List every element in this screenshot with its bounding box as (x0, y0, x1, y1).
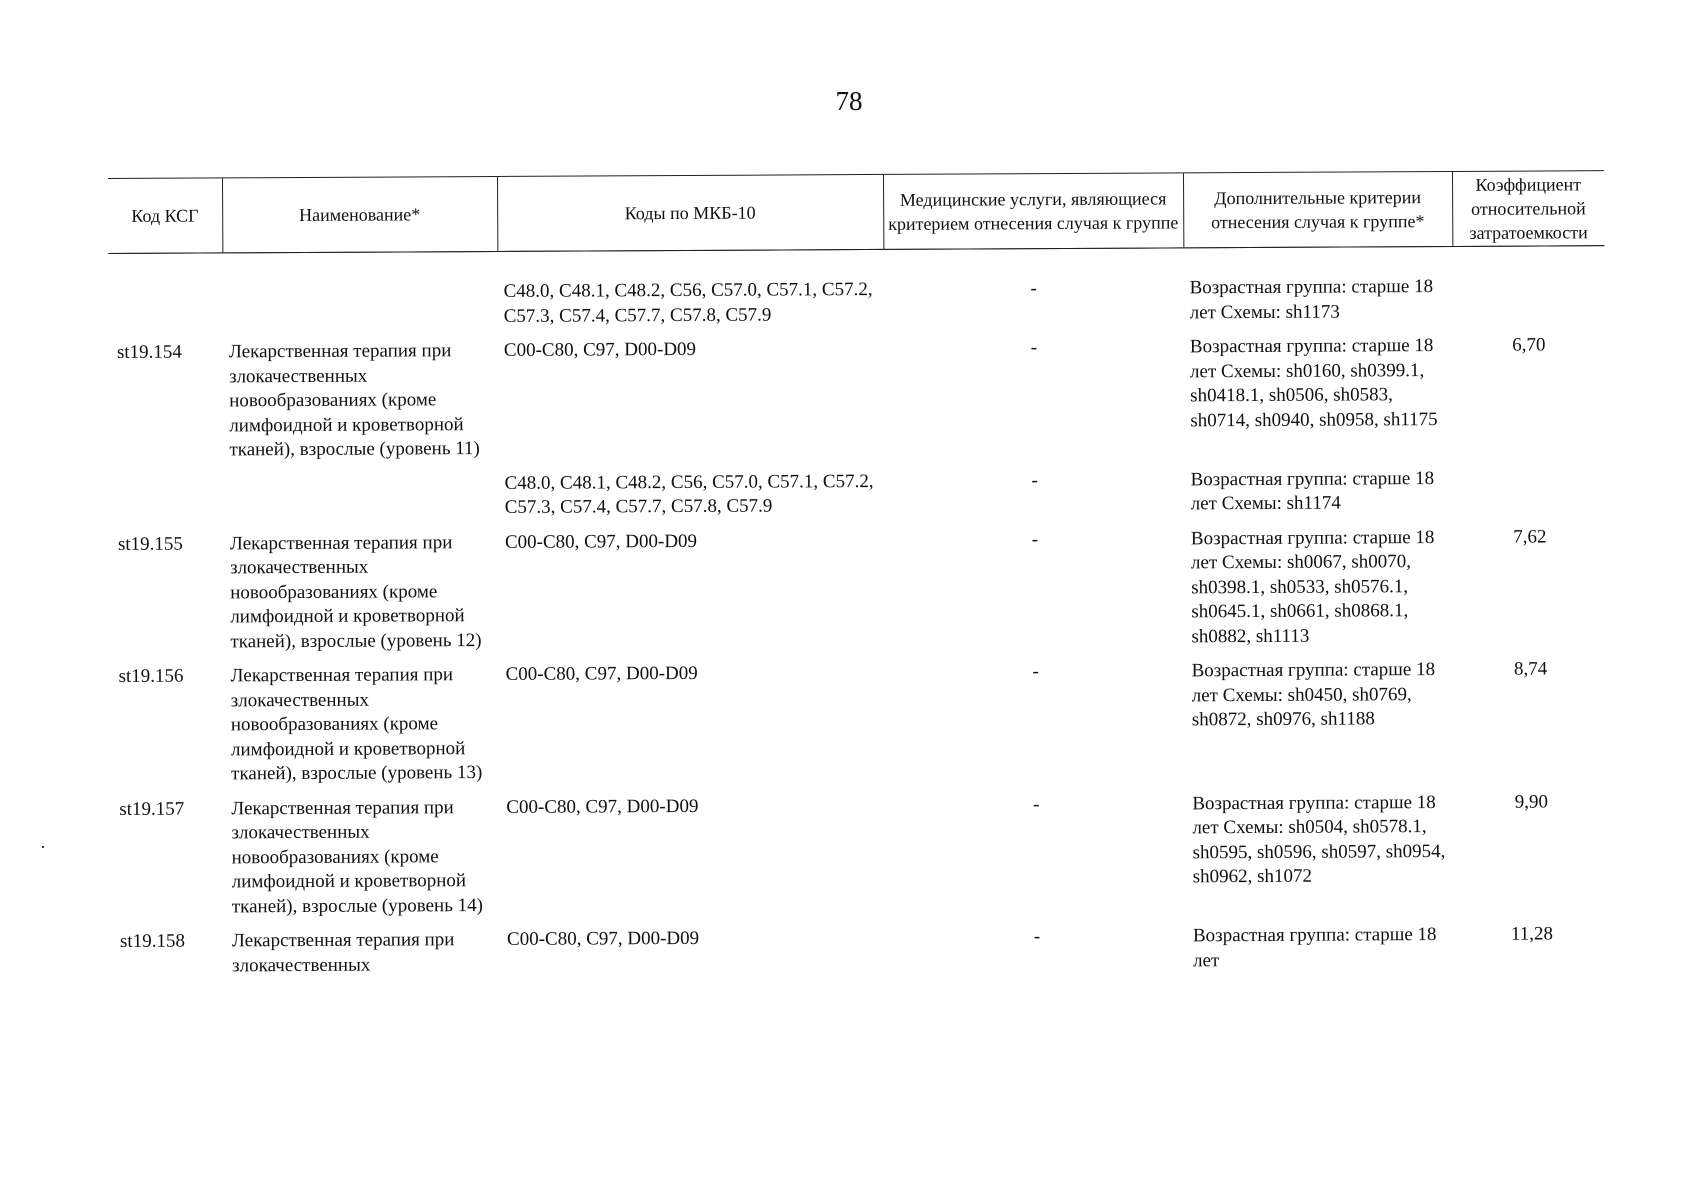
cell-criteria: Возрастная группа: старше 18 лет (1192, 924, 1437, 971)
cell-coefficient (1454, 466, 1606, 526)
header-additional-criteria: Дополнительные критерии отнесения случая к группе* (1183, 171, 1452, 247)
cell-criteria: Возрастная группа: старше 18 лет Схемы: sh1174 (1190, 467, 1435, 515)
cell-mkb: C00-C80, C97, D00-D09 (503, 338, 697, 361)
cell-mkb: C00-C80, C97, D00-D09 (506, 795, 699, 818)
table-row (110, 525, 1607, 665)
table-body (108, 246, 1608, 989)
cell-criteria: Возрастная группа: старше 18 лет Схемы: sh0450, sh0769, sh0872, sh0976, sh1188 (1191, 659, 1436, 731)
cell-code: st19.158 (119, 930, 185, 952)
cell-name: Лекарственная терапия при злокачественных (231, 929, 455, 976)
scan-speck (42, 846, 44, 848)
cell-code (108, 253, 222, 341)
cell-services: - (1030, 278, 1037, 300)
cell-name: Лекарственная терапия при злокачественных новообразованиях (кроме лимфоидной и кроветворной тканей), взрослые (уровень 11) (228, 340, 480, 461)
cell-mkb: C00-C80, C97, D00-D09 (506, 927, 700, 950)
cell-mkb: C00-C80, C97, D00-D09 (504, 530, 698, 553)
cell-coefficient: 7,62 (1513, 525, 1547, 548)
cell-name (222, 251, 497, 340)
header-name: Наименование* (222, 176, 497, 252)
header-code: Код КСГ (108, 178, 222, 254)
cell-code: st19.157 (119, 798, 185, 820)
cell-coefficient: 11,28 (1510, 923, 1554, 945)
cell-coefficient: 6,70 (1512, 334, 1546, 356)
cell-name: Лекарственная терапия при злокачественных новообразованиях (кроме лимфоидной и кроветворной тканей), взрослые (уровень 13) (230, 664, 483, 785)
cell-name: Лекарственная терапия при злокачественных новообразованиях (кроме лимфоидной и кроветворной тканей), взрослые (уровень 14) (231, 796, 483, 917)
cell-name (224, 471, 499, 531)
cell-criteria: Возрастная группа: старше 18 лет Схемы: sh1173 (1189, 276, 1434, 323)
cell-mkb: C00-C80, C97, D00-D09 (505, 662, 698, 685)
page-number: 78 (835, 86, 863, 116)
table-row (111, 790, 1608, 930)
cell-services: - (1033, 926, 1041, 948)
cell-criteria: Возрастная группа: старше 18 лет Схемы: sh0160, sh0399.1, sh0418.1, sh0506, sh0583, sh0714, sh0940, sh0958, sh1175 (1189, 335, 1438, 431)
cell-name: Лекарственная терапия при злокачественных новообразованиях (кроме лимфоидной и кроветворной тканей), взрослые (уровень 12) (229, 531, 482, 652)
cell-code: st19.154 (116, 341, 182, 363)
header-coefficient: Коэффициент относительной затратоемкости (1452, 171, 1604, 247)
cell-criteria: Возрастная группа: старше 18 лет Схемы: sh0067, sh0070, sh0398.1, sh0533, sh0576.1, sh0645.1, sh0661, sh0868.1, sh0882, sh1113 (1190, 526, 1435, 647)
table-header (108, 171, 1604, 254)
cell-mkb: C48.0, C48.1, C48.2, C56, C57.0, C57.1, C57.2, C57.3, C57.4, C57.7, C57.8, C57.9 (503, 278, 873, 327)
cell-services: - (1030, 337, 1038, 359)
cell-code: st19.156 (118, 665, 184, 687)
ksg-table (108, 170, 1608, 989)
cell-services: - (1031, 469, 1038, 491)
table-row (110, 466, 1606, 533)
table-row (108, 246, 1604, 341)
table-row (111, 657, 1608, 797)
cell-code: st19.155 (117, 533, 183, 555)
cell-mkb: C48.0, C48.1, C48.2, C56, C57.0, C57.1, C57.2, C57.3, C57.4, C57.7, C57.8, C57.9 (504, 470, 874, 518)
cell-coefficient: 8,74 (1513, 658, 1548, 680)
cell-services: - (1031, 528, 1039, 550)
cell-coefficient: 9,90 (1514, 790, 1548, 813)
cell-coefficient (1452, 246, 1604, 334)
cell-services: - (1033, 793, 1040, 815)
cell-services: - (1032, 661, 1039, 683)
header-medical-services: Медицинские услуги, являющиеся критерием отнесения случая к группе (883, 173, 1183, 250)
table-row (112, 922, 1608, 989)
table-row (109, 333, 1606, 473)
cell-criteria: Возрастная группа: старше 18 лет Схемы: sh0504, sh0578.1, sh0595, sh0596, sh0597, sh0954, sh0962, sh1072 (1192, 791, 1446, 888)
cell-code (110, 473, 224, 533)
ksg-table-sheet (108, 170, 1608, 989)
header-mkb-codes: Коды по МКБ-10 (497, 174, 883, 251)
